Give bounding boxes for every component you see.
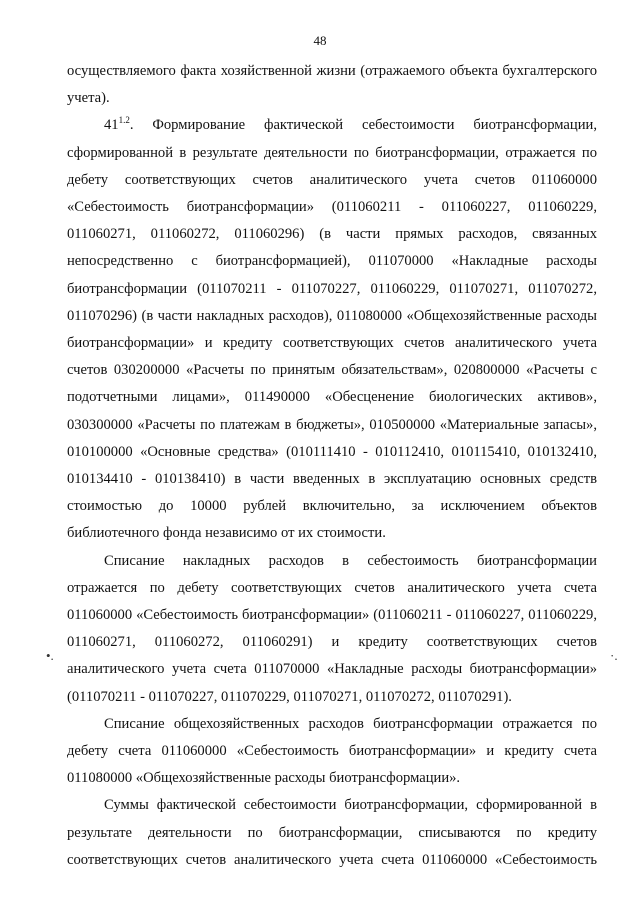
paragraph-41-1-2 (67, 112, 597, 547)
clause-superscript: 1.2 (118, 115, 130, 126)
paragraph-overhead-writeoff: Списание накладных расходов в себестоимость биотрансформации отражается по дебету соответствующих счетов аналитического учета счета 011060000 «Себестоимость биотрансформации» (011060211 - 011060227, 011060229, 011060271, 011060272, 011060291) и кредиту соответствующих счетов аналитического учета счета 011070000 «Накладные расходы биотрансформации» (011070211 - 011070227, 011070229, 011070271, 011070272, 011070291). (67, 552, 597, 705)
page-number: 48 (313, 33, 327, 48)
clause-number: 41 (104, 117, 119, 134)
paragraph-continuation: осуществляемого факта хозяйственной жизни (отражаемого объекта бухгалтерского учета). (67, 63, 597, 107)
paragraph-general-expenses-writeoff: Списание общехозяйственных расходов биотрансформации отражается по дебету счета 011060000 «Себестоимость биотрансформации» и кредиту счета 011080000 «Общехозяйственные расходы биотрансформации». (67, 715, 597, 787)
clause-text: . Формирование фактической себестоимости биотрансформации, сформированной в результате деятельности по биотрансформации, отражается по дебету соответствующих счетов аналитического учета счетов 011060000 «Себестоимость биотрансформации» (011060211 - 011060227, 011060229, 011060271, 011060272, 011060296) (в части прямых расходов, связанных непосредственно с биотрансформацией), 011070000 «Накладные расходы биотрансформации (011070211 - 011070227, 011060229, 011070271, 011070272, 011070296) (в части накладных расходов), 011080000 «Общехозяйственные расходы биотрансформации» и кредиту соответствующих счетов аналитического учета счетов 030200000 «Расчеты по принятым обязательствам», 020800000 «Расчеты с подотчетными лицами», 011490000 «Обесценение биологических активов», 030300000 «Расчеты по платежам в бюджеты», 010500000 «Материальные запасы», 010100000 «Основные средства» (010111410 - 010112410, 010115410, 010132410, 010134410 - 010138410) в части введенных в эксплуатацию основных средств стоимостью до 10000 рублей включительно, за исключением объектов библиотечного фонда независимо от их стоимости. (67, 117, 597, 542)
document-body (67, 58, 597, 874)
paragraph-actual-cost: Суммы фактической себестоимости биотрансформации, сформированной в результате деятельности по биотрансформации, списываются по кредиту соответствующих счетов аналитического учета счета 011060000 «Себестоимость (67, 797, 597, 868)
margin-mark-right: ·. (610, 648, 618, 663)
margin-mark-left: •. (46, 648, 54, 663)
